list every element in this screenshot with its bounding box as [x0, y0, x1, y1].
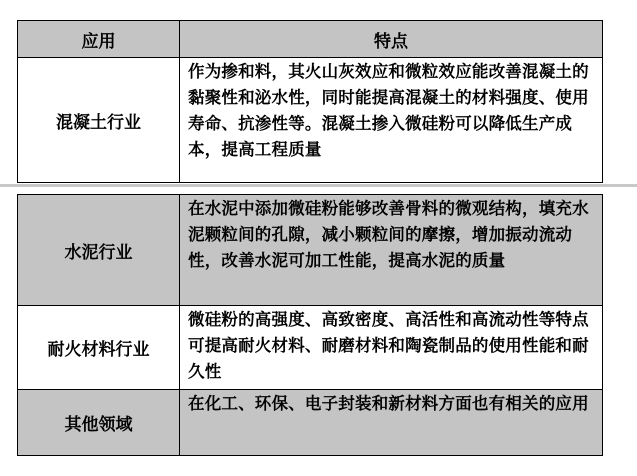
row-name-cement: 水泥行业	[18, 195, 180, 306]
row-name-other: 其他领域	[18, 390, 180, 456]
table-row	[18, 390, 603, 456]
row-desc-refractory: 微硅粉的高强度、高致密度、高活性和高流动性等特点可提高耐火材料、耐磨材料和陶瓷制品的使用性能和耐久性	[180, 306, 603, 390]
row-desc-cement: 在水泥中添加微硅粉能够改善骨料的微观结构，填充水泥颗粒间的孔隙，减小颗粒间的摩擦，增加振动流动性，改善水泥可加工性能，提高水泥的质量	[180, 195, 603, 306]
table-header-row	[18, 21, 603, 58]
row-name-concrete: 混凝土行业	[18, 58, 180, 183]
header-application: 应用	[18, 21, 180, 58]
application-table-top	[17, 20, 603, 183]
table-row	[18, 306, 603, 390]
row-name-refractory: 耐火材料行业	[18, 306, 180, 390]
section-divider	[0, 184, 637, 187]
table-row	[18, 58, 603, 183]
application-table-bottom	[17, 194, 603, 456]
table-row	[18, 195, 603, 306]
row-desc-other: 在化工、环保、电子封装和新材料方面也有相关的应用	[180, 390, 603, 456]
row-desc-concrete: 作为掺和料，其火山灰效应和微粒效应能改善混凝土的黏聚性和泌水性，同时能提高混凝土的材料强度、使用寿命、抗渗性等。混凝土掺入微硅粉可以降低生产成本，提高工程质量	[180, 58, 603, 183]
header-features: 特点	[180, 21, 603, 58]
